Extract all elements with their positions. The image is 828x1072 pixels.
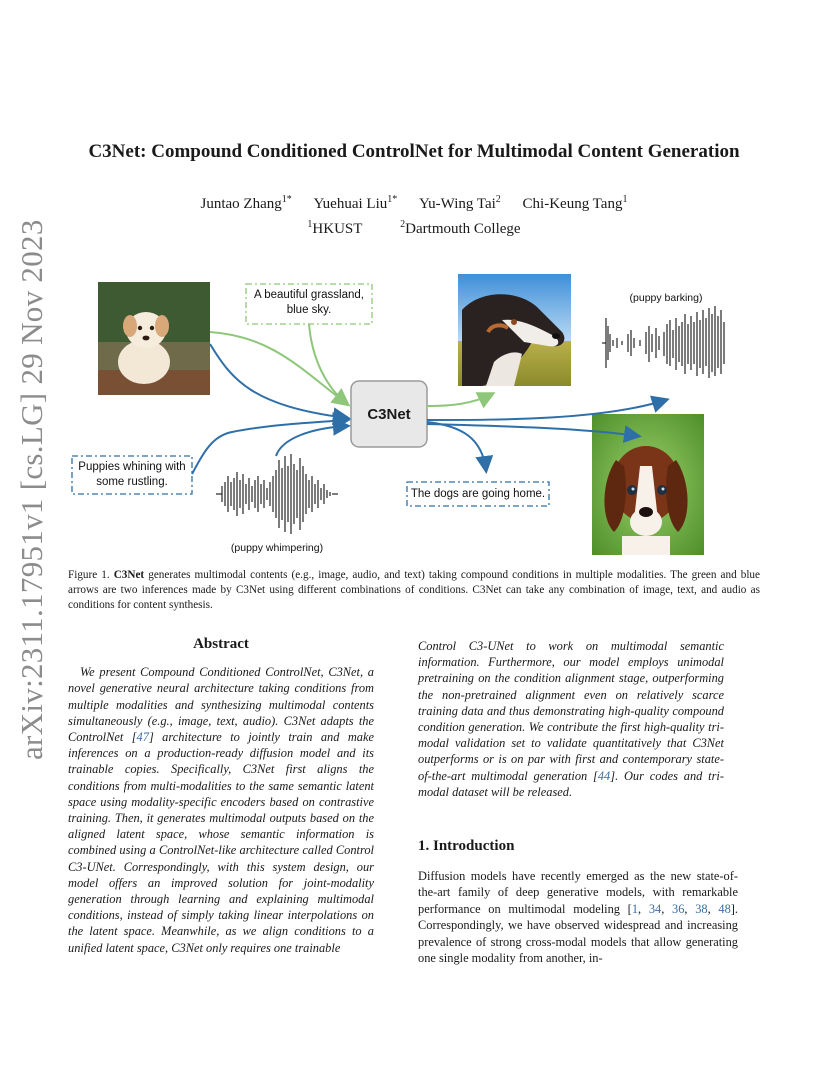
author-4: Chi-Keung Tang$^1$ xyxy=(522,194,628,212)
puppy-face-image xyxy=(592,414,704,555)
citation-link[interactable]: 44 xyxy=(597,768,611,783)
abstract-section xyxy=(68,636,374,956)
citation-link[interactable]: 34 xyxy=(648,901,662,916)
whimpering-waveform xyxy=(216,454,338,534)
citation-link[interactable]: 36 xyxy=(672,901,685,916)
dog-profile-image xyxy=(458,274,571,386)
abstract-text: We present Compound Conditioned ControlNet, C3Net, a novel generative neural architecture taking conditions from multiple modalities and synthesizing multimodal contents simultaneously (e.g., image, text, audio). C3Net adapts the ControlNet [47] architecture to jointly train and make inferences on a production-ready diffusion model and its trainable copies. Specifically, C3Net first aligns the conditions from multi-modalities to the same semantic latent space using modality-specific encoders based on contrastive training. Then, it generates multimodal outputs based on the aligned latent space, whose semantic information is combined using a ControlNet-like architecture called Control C3-UNet. Correspondingly, with this system design, our model offers an improved solution for joint-modality generation through learning and explaining multimodal conditions, instead of simply taking linear interpolations on the latent space. Meanwhile, as we align conditions to a unified latent space, C3Net only requires one trainable xyxy=(68,665,374,955)
arxiv-identifier: arXiv:2311.17951v1 [cs.LG] 29 Nov 2023 xyxy=(14,219,49,760)
figure-caption: Figure 1. C3Net generates multimodal contents (e.g., image, audio, and text) taking compound conditions in multiple modalities. The green and blue arrows are two inferences made by C3Net using different combinations of conditions. C3Net can take any combination of image, text, and audio as conditions for content synthesis. xyxy=(68,569,760,611)
puppies-text: Puppies whining with some rustling. xyxy=(78,461,186,488)
author-list xyxy=(40,196,788,213)
affiliation-1: $^1$HKUST xyxy=(307,219,363,237)
citation-link[interactable]: 47 xyxy=(136,730,149,745)
abstract-heading: Abstract xyxy=(193,636,249,652)
affiliation-2: $^2$Dartmouth College xyxy=(400,219,521,237)
puppy-sitting-image xyxy=(98,282,210,395)
barking-label: (puppy barking) xyxy=(629,292,703,304)
author-2: Yuehuai Liu$^{1*}$ xyxy=(313,194,398,212)
figure-1 xyxy=(62,270,768,560)
introduction-text: Diffusion models have recently emerged as the new state-of-the-art family of deep generative models, with remarkable performance on multimodal modeling [1, 34, 36, 38, 48]. Correspondingly, we have observed widespread and increasing prevalence of strong cross-modal models that allow generating one single modality from another, in- xyxy=(418,869,738,966)
dogs-home-text: The dogs are going home. xyxy=(410,488,546,500)
author-1: Juntao Zhang$^{1*}$ xyxy=(200,194,292,212)
introduction-heading: 1. Introduction xyxy=(418,838,515,854)
barking-waveform xyxy=(602,306,724,378)
affiliation-list xyxy=(40,221,788,238)
whimpering-label: (puppy whimpering) xyxy=(230,542,324,554)
citation-link[interactable]: 1 xyxy=(631,901,639,916)
paper-title: C3Net: Compound Conditioned ControlNet for Multimodal Content Generation xyxy=(88,141,740,162)
citation-link[interactable]: 38 xyxy=(695,901,708,916)
grassland-text: A beautiful grassland, blue sky. xyxy=(254,289,364,316)
abstract-continued: Control C3-UNet to work on multimodal semantic information. Furthermore, our model employs unimodal pretraining on the condition alignment stage, outperforming the non-pretrained alignment even on relatively scarce training data and thus demonstrating high-quality compound condition generation. We contribute the first high-quality tri-modal validation set to validate quantitatively that C3Net outperforms or is on par with first and contemporary state-of-the-art multimodal generation [44]. Our codes and tri-modal dataset will be released. xyxy=(418,639,724,799)
author-3: Yu-Wing Tai$^2$ xyxy=(418,194,501,212)
citation-link[interactable]: 48 xyxy=(718,901,731,916)
c3net-label: C3Net xyxy=(367,405,411,423)
